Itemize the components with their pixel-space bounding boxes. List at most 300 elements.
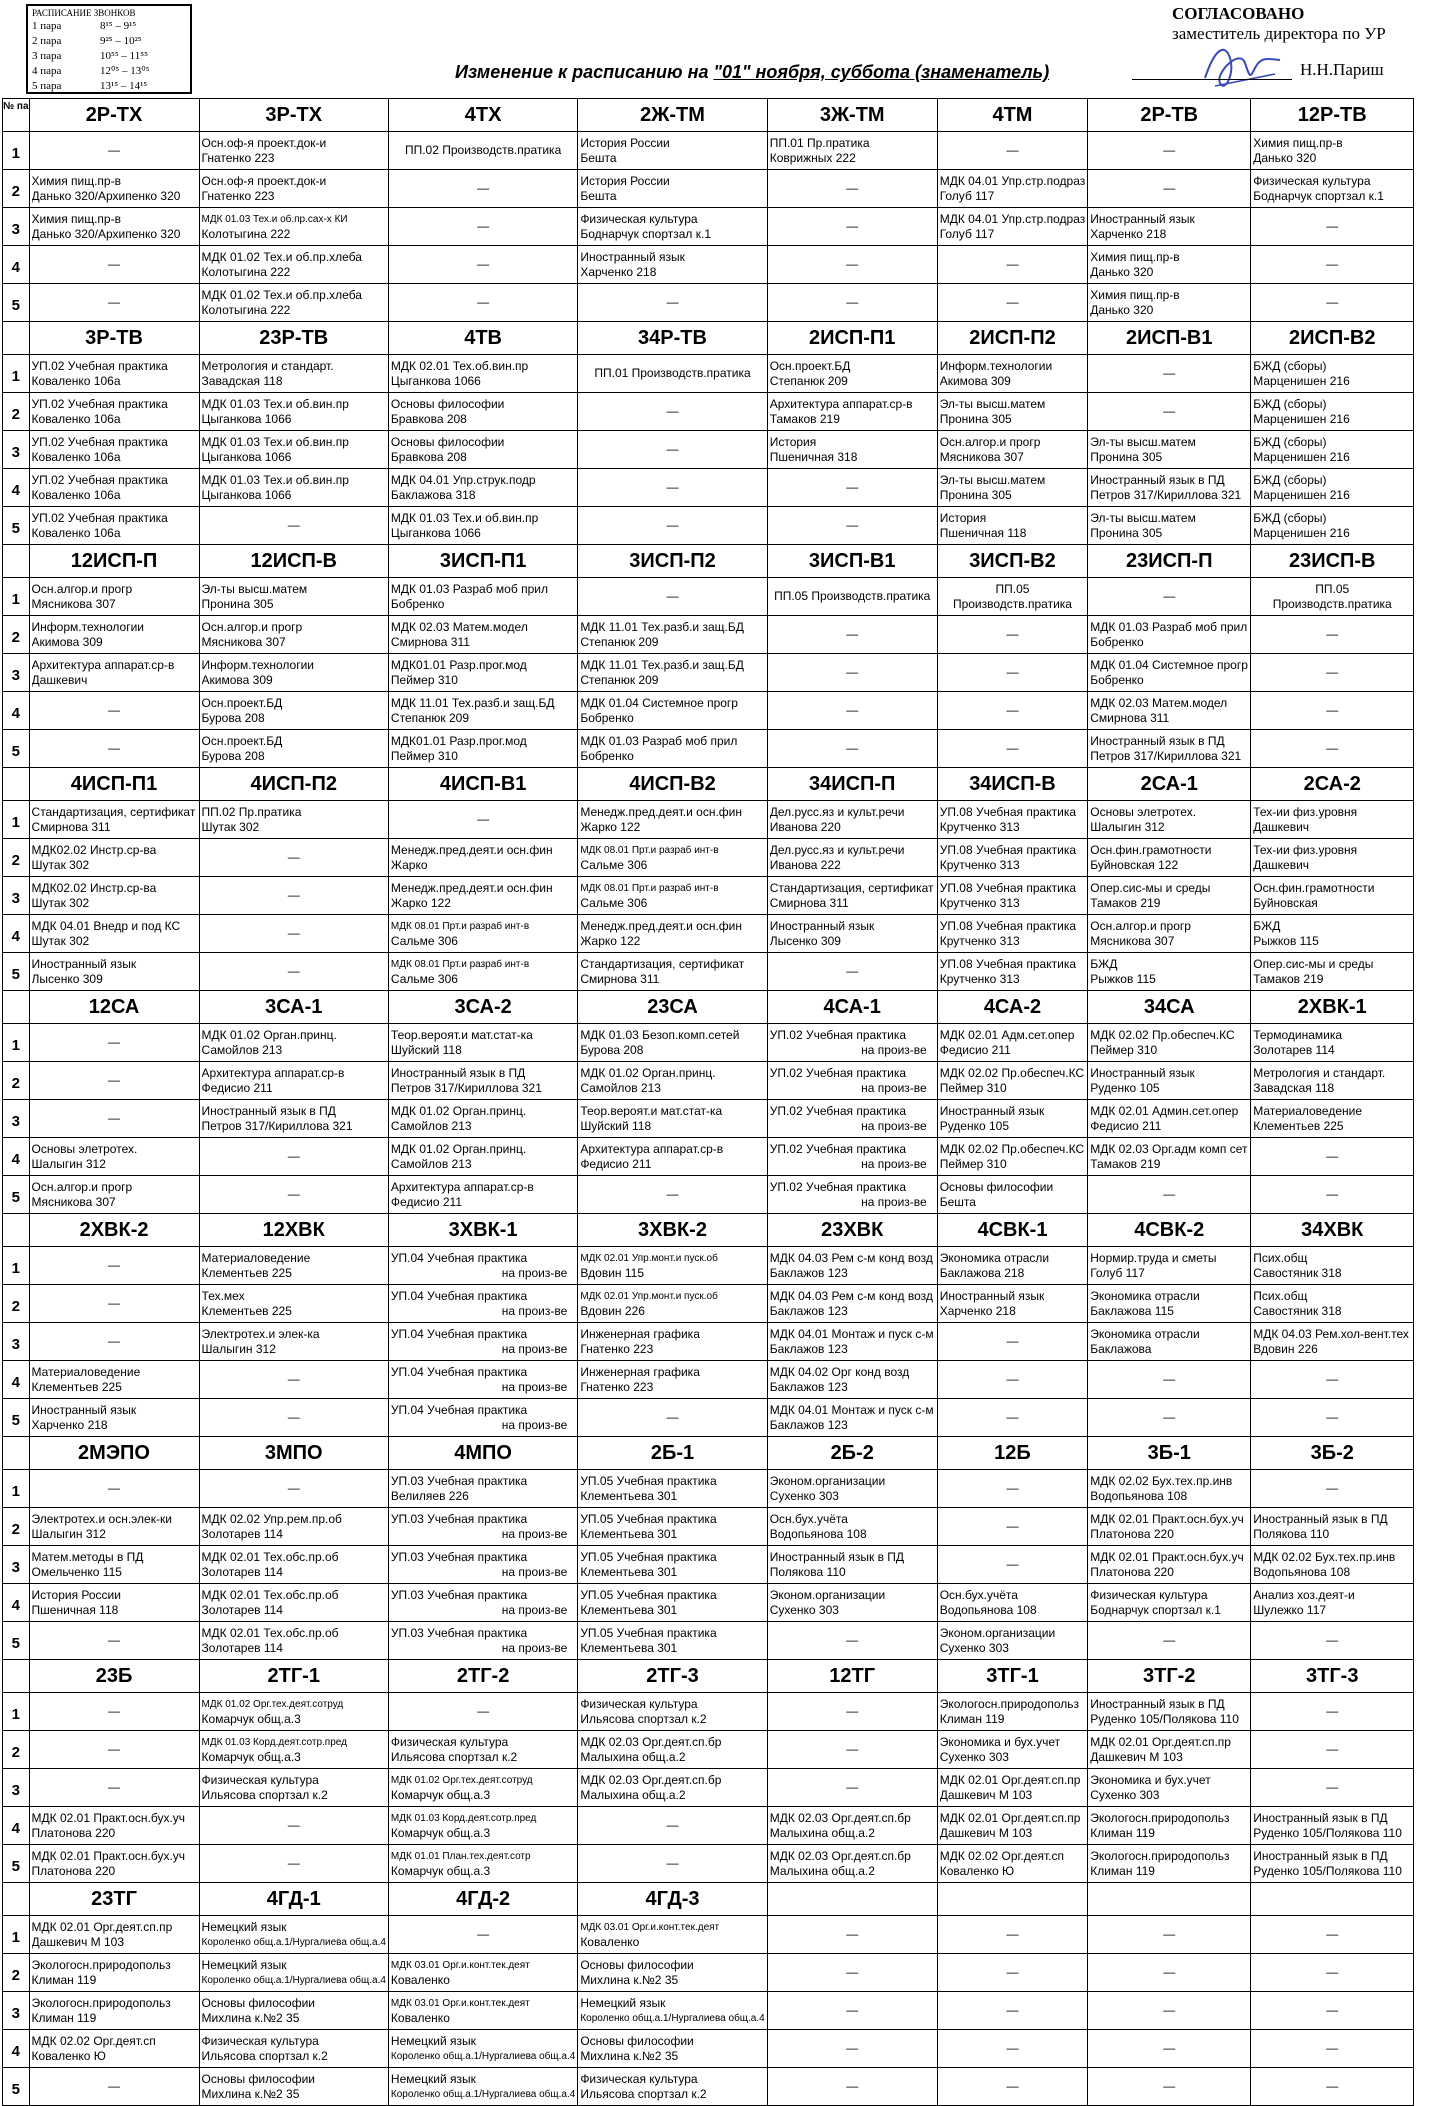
group-name [937,1883,1088,1916]
teacher-room: Бешта [580,150,617,165]
schedule-cell [937,1769,1088,1807]
empty-lesson: — [477,1704,490,1718]
schedule-cell [1088,1992,1251,2030]
schedule-cell [1088,1399,1251,1437]
subject-name: МДК 02.02 Пр.обеспеч.КС [939,1141,1085,1156]
teacher-room: Коваленко Ю [31,2048,106,2063]
teacher-room: Данько 320 [1090,264,1154,279]
schedule-cell [388,1584,577,1622]
empty-lesson: — [1326,219,1339,233]
schedule-cell [937,170,1088,208]
subject-name: Основы элетротех. [1090,804,1197,819]
schedule-cell [388,1470,577,1508]
schedule-cell [388,284,577,322]
subject-name: Анализ хоз.деят-и [1253,1587,1355,1602]
teacher-room: Акимова 309 [201,672,273,687]
teacher-room: Малыхина общ.а.2 [769,1863,875,1878]
schedule-date: "01" ноября, суббота (знаменатель) [713,62,1050,82]
lesson-number: 5 [3,1622,30,1660]
empty-lesson: — [1326,1633,1339,1647]
schedule-cell [1251,1916,1414,1954]
subject-name: Метрология и стандарт. [201,358,334,373]
schedule-cell [937,1399,1088,1437]
empty-lesson: — [477,812,490,826]
teacher-room: Климан 119 [939,1711,1005,1726]
schedule-cell [29,1916,199,1954]
group-name: 3ХВК-2 [578,1214,767,1247]
subject-name: Стандартизация, сертификат [31,804,196,819]
group-name: 12Р-ТВ [1251,99,1414,132]
empty-lesson: — [1163,366,1176,380]
schedule-cell [767,1845,937,1883]
schedule-cell [578,1361,767,1399]
schedule-cell [767,1622,937,1660]
empty-lesson: — [666,442,679,456]
subject-name: УП.08 Учебная практика [939,842,1077,857]
teacher-room: Данько 320/Архипенко 320 [31,226,181,241]
subject-name: Информ.технологии [939,358,1053,373]
schedule-cell [937,578,1088,616]
schedule-cell [199,393,388,431]
subject-name: Инженерная графика [580,1326,700,1341]
teacher-room: Коваленко [390,1972,450,1987]
empty-lesson: — [1006,143,1019,157]
schedule-cell [767,1176,937,1214]
subject-name: МДК 01.02 Орган.принц. [201,1027,337,1042]
subject-name: МДК 01.04 Системное прогр [580,695,738,710]
teacher-room: Пеймер 310 [390,672,458,687]
schedule-cell [29,1731,199,1769]
group-name: 23Р-ТВ [199,322,388,355]
schedule-cell [767,393,937,431]
subject-name: МДК 01.03 Корд.деят.сотр.пред [201,1736,347,1748]
empty-lesson: — [666,1856,679,1870]
subject-name: МДК 08.01 Прт.и разраб инт-в [580,882,719,894]
schedule-cell [199,1176,388,1214]
schedule-cell [199,877,388,915]
schedule-cell [937,1954,1088,1992]
schedule-cell [1088,507,1251,545]
teacher-room: Баклажов 123 [769,1379,848,1394]
empty-lesson: — [477,257,490,271]
lesson-row [3,1062,1414,1100]
lesson-row [3,355,1414,393]
group-name: 3СА-1 [199,991,388,1024]
teacher-room: Сухенко 303 [769,1488,839,1503]
schedule-cell [388,692,577,730]
subject-name: Физическая культура [1090,1587,1208,1602]
schedule-cell [1088,1176,1251,1214]
subject-name: УП.02 Учебная практика [769,1065,907,1080]
subject-name: ПП.05 Производств.пратика [774,589,931,603]
subject-name: Осн.алгор.и прогр [31,581,133,596]
schedule-cell [29,469,199,507]
group-name: 23ТГ [29,1883,199,1916]
schedule-cell [199,953,388,991]
teacher-room: Данько 320/Архипенко 320 [31,188,181,203]
teacher-room: Баклажова [1090,1341,1152,1356]
subject-name: МДК 11.01 Тех.разб.и защ.БД [580,657,744,672]
teacher-room: Данько 320 [1253,150,1317,165]
teacher-room: Велиляев 226 [390,1488,469,1503]
teacher-room: Данько 320 [1090,302,1154,317]
lesson-number: 5 [3,1176,30,1214]
schedule-cell [767,915,937,953]
subject-name: МДК 02.01 Упр.монт.и пуск.об [580,1290,718,1302]
teacher-room: на произ-ве [861,1194,927,1209]
schedule-cell [1088,1247,1251,1285]
schedule-cell [578,616,767,654]
empty-lesson: — [846,1633,859,1647]
subject-name: Основы философии [939,1179,1054,1194]
empty-lesson: — [1326,2003,1339,2017]
schedule-cell [937,469,1088,507]
schedule-cell [388,1285,577,1323]
subject-name: Эл-ты высш.матем [939,472,1046,487]
empty-lesson: — [1163,1927,1176,1941]
teacher-room: Колотыгина 222 [201,264,291,279]
subject-name: Тех-ии физ.уровня [1253,804,1358,819]
subject-name: МДК 02.02 Бух.тех.пр.инв [1253,1549,1396,1564]
schedule-cell [578,1508,767,1546]
lesson-number: 4 [3,1807,30,1845]
teacher-room: Климан 119 [1090,1825,1155,1840]
schedule-cell [29,132,199,170]
schedule-cell [578,1584,767,1622]
schedule-cell [937,2030,1088,2068]
lesson-number-header [3,1437,30,1470]
empty-lesson: — [1163,1633,1176,1647]
teacher-room: Боднарчук спортзал к.1 [1090,1602,1221,1617]
group-name: 2Б-2 [767,1437,937,1470]
empty-lesson: — [108,703,121,717]
empty-lesson: — [108,1296,121,1310]
teacher-room: Мясникова 307 [1090,933,1175,948]
schedule-cell [937,2068,1088,2106]
schedule-cell [1251,1399,1414,1437]
schedule-cell [1088,692,1251,730]
schedule-cell [767,877,937,915]
subject-name: Осн.алгор.и прогр [939,434,1041,449]
schedule-cell [767,1508,937,1546]
lesson-row [3,1807,1414,1845]
schedule-cell [767,1062,937,1100]
teacher-room: Шуйский 118 [580,1118,652,1133]
teacher-room: Самойлов 213 [390,1156,472,1171]
teacher-room: на произ-ве [501,1602,568,1617]
teacher-room: Бурова 208 [201,748,265,763]
subject-name: История России [580,173,670,188]
schedule-cell [388,355,577,393]
schedule-cell [1251,1508,1414,1546]
schedule-cell [388,2068,577,2106]
lesson-row [3,2068,1414,2106]
subject-name: МДК 02.01 Тех.обс.пр.об [201,1587,339,1602]
teacher-room: Марценишен 216 [1253,449,1350,464]
group-name: 4ГД-2 [388,1883,577,1916]
schedule-cell [1251,507,1414,545]
lesson-row [3,953,1414,991]
subject-name: Иностранный язык [31,1402,137,1417]
teacher-room: на произ-ве [501,1640,568,1655]
teacher-room: Пеймер 310 [939,1080,1007,1095]
schedule-cell [1251,1731,1414,1769]
schedule-cell [1088,2030,1251,2068]
teacher-room: Климан 119 [31,1972,97,1987]
teacher-room: Ильясова спортзал к.2 [390,1749,518,1764]
subject-name: Физическая культура [201,2033,319,2048]
schedule-cell [767,1100,937,1138]
subject-name: Термодинамика [1253,1027,1343,1042]
schedule-cell [578,1470,767,1508]
schedule-cell [29,170,199,208]
schedule-cell [767,1024,937,1062]
teacher-room: Жарко 122 [390,895,451,910]
subject-name: Материаловедение [1253,1103,1363,1118]
schedule-cell [29,2030,199,2068]
schedule-cell [1251,469,1414,507]
group-name: 3ИСП-В1 [767,545,937,578]
subject-name: МДК 01.03 Разраб моб прил [390,581,548,596]
subject-name: УП.04 Учебная практика [390,1326,528,1341]
subject-name: МДК 02.01 Практ.осн.бух.уч [31,1848,186,1863]
lesson-number: 1 [3,1024,30,1062]
group-name: 34Р-ТВ [578,322,767,355]
schedule-cell [1088,1024,1251,1062]
schedule-cell [1088,915,1251,953]
empty-lesson: — [666,1410,679,1424]
teacher-room: Золотарев 114 [1253,1042,1335,1057]
subject-name: ПП.01 Пр.пратика [769,135,870,150]
lesson-number: 2 [3,1285,30,1323]
teacher-room: Иванова 220 [769,819,841,834]
bell-row: 2 пара 9²⁵ – 10²⁵ [32,35,142,47]
schedule-cell [937,1247,1088,1285]
subject-name: Иностранный язык в ПД [1090,733,1225,748]
subject-name: Инженерная графика [580,1364,700,1379]
subject-name: МДК 01.03 Тех.и об.вин.пр [201,434,349,449]
empty-lesson: — [1163,1410,1176,1424]
schedule-cell [1088,1470,1251,1508]
lesson-number-header: № па [3,99,30,132]
empty-lesson: — [846,665,859,679]
group-name: 2СА-1 [1088,768,1251,801]
schedule-cell [937,1508,1088,1546]
group-name: 12ИСП-В [199,545,388,578]
teacher-room: Бешта [939,1194,976,1209]
subject-name: Менедж.пред.деят.и осн.фин [580,804,742,819]
teacher-room: Баклажова 218 [939,1265,1025,1280]
teacher-room: Шутак 302 [31,857,90,872]
schedule-cell [29,1247,199,1285]
schedule-cell [578,1247,767,1285]
teacher-room: Жарко 122 [580,819,641,834]
teacher-room: Комарчук общ.а.3 [390,1863,491,1878]
schedule-cell [29,1769,199,1807]
schedule-cell [578,801,767,839]
schedule-cell [199,507,388,545]
teacher-room: Сальме 306 [390,933,458,948]
teacher-room: Коваленко 106а [31,449,121,464]
group-name [1251,1883,1414,1916]
group-name: 23ИСП-В [1251,545,1414,578]
schedule-cell [388,393,577,431]
schedule-cell [767,1138,937,1176]
group-name: 34ИСП-П [767,768,937,801]
schedule-cell [578,507,767,545]
teacher-room: Гнатенко 223 [580,1341,654,1356]
lesson-row [3,1992,1414,2030]
schedule-cell [1251,1176,1414,1214]
teacher-room: Вдовин 115 [580,1265,645,1280]
schedule-cell [1088,1622,1251,1660]
schedule-cell [1251,1062,1414,1100]
teacher-room: Клементьев 225 [31,1379,122,1394]
schedule-cell [1251,654,1414,692]
teacher-room: Дашкевич [1253,857,1310,872]
schedule-cell [1088,616,1251,654]
schedule-cell [767,730,937,768]
schedule-cell [199,1807,388,1845]
empty-lesson: — [1326,1780,1339,1794]
schedule-cell [937,1622,1088,1660]
schedule-cell [29,1176,199,1214]
teacher-room: Петров 317/Кириллова 321 [201,1118,353,1133]
teacher-room: Тамаков 219 [1090,1156,1161,1171]
lesson-number: 3 [3,1992,30,2030]
subject-name: УП.04 Учебная практика [390,1288,528,1303]
subject-name: ПП.01 Производств.пратика [594,366,751,380]
subject-name: МДК 02.03 Орг.деят.сп.бр [769,1848,911,1863]
schedule-cell [1088,1361,1251,1399]
lesson-row [3,1247,1414,1285]
schedule-cell [767,1992,937,2030]
schedule-cell [199,469,388,507]
teacher-room: Смирнова 311 [1090,710,1170,725]
schedule-cell [199,1100,388,1138]
schedule-cell [1251,915,1414,953]
subject-name: УП.08 Учебная практика [939,956,1077,971]
empty-lesson: — [1006,2041,1019,2055]
schedule-cell [29,692,199,730]
lesson-row [3,2030,1414,2068]
teacher-room: Коваленко Ю [939,1863,1015,1878]
subject-name: БЖД (сборы) [1253,396,1327,411]
schedule-cell [578,839,767,877]
teacher-room: Тамаков 219 [1090,895,1161,910]
subject-name: МДК 01.02 Тех.и об.пр.хлеба [201,249,362,264]
subject-name: МДК 04.03 Рем с-м конд возд [769,1288,933,1303]
schedule-cell [29,246,199,284]
subject-name: МДК 02.02 Орг.деят.сп [31,2033,156,2048]
schedule-cell [1251,2068,1414,2106]
subject-name: Эконом.организации [939,1625,1056,1640]
teacher-room: Клементьев 225 [1253,1118,1344,1133]
teacher-room: Малыхина общ.а.2 [580,1787,686,1802]
subject-name: МДК 02.02 Пр.обеспеч.КС [1090,1027,1235,1042]
schedule-cell [388,1247,577,1285]
schedule-cell [29,1285,199,1323]
subject-name: МДК 01.03 Тех.и об.вин.пр [390,510,539,525]
subject-name: ПП.02 Пр.пратика [201,804,302,819]
schedule-cell [767,578,937,616]
schedule-cell [29,1622,199,1660]
teacher-room: Пронина 305 [939,411,1012,426]
teacher-room: Савостяник 318 [1253,1265,1342,1280]
subject-name: ПП.05 [1315,581,1350,596]
subject-name: Стандартизация, сертификат [580,956,745,971]
group-name [1088,1883,1251,1916]
teacher-room: Комарчук общ.а.3 [390,1825,491,1840]
subject-name: УП.04 Учебная практика [390,1364,528,1379]
schedule-cell [199,915,388,953]
schedule-cell [29,1062,199,1100]
schedule-cell [1088,1807,1251,1845]
subject-name: Материаловедение [201,1250,311,1265]
subject-name: Химия пищ.пр-в [1090,249,1180,264]
schedule-cell [29,1323,199,1361]
empty-lesson: — [846,1780,859,1794]
schedule-cell [199,801,388,839]
bell-schedule-title: РАСПИСАНИЕ ЗВОНКОВ [32,8,136,18]
empty-lesson: — [108,1334,121,1348]
group-header-row [3,1214,1414,1247]
teacher-room: Петров 317/Кириллова 321 [1090,748,1242,763]
subject-name: Экономика отрасли [1090,1326,1200,1341]
subject-name: Электротех.и элек-ка [201,1326,320,1341]
subject-name: МДК 02.01 Практ.осн.бух.уч [1090,1511,1244,1526]
teacher-room: Вдовин 226 [1253,1341,1318,1356]
teacher-room: Пеймер 310 [390,748,458,763]
subject-name: МДК 01.04 Системное прогр [1090,657,1248,672]
empty-lesson: — [846,295,859,309]
teacher-room: Полякова 110 [769,1564,846,1579]
teacher-room: Бурова 208 [580,1042,644,1057]
subject-name: Иностранный язык [1090,1065,1195,1080]
schedule-cell [1088,284,1251,322]
schedule-cell [937,132,1088,170]
empty-lesson: — [1006,1481,1019,1495]
lesson-row [3,1323,1414,1361]
subject-name: БЖД (сборы) [1253,358,1327,373]
group-header-row [3,1660,1414,1693]
schedule-cell [1251,1361,1414,1399]
schedule-cell [578,1769,767,1807]
lesson-number: 5 [3,730,30,768]
subject-name: Эл-ты высш.матем [1090,510,1196,525]
teacher-room: Степанюк 209 [390,710,470,725]
teacher-room: Шалыгин 312 [31,1526,106,1541]
empty-lesson: — [1163,404,1176,418]
schedule-cell [388,1731,577,1769]
schedule-cell [1088,1138,1251,1176]
lesson-number: 3 [3,431,30,469]
subject-name: МДК 02.01 Орг.деят.сп.пр [1090,1734,1231,1749]
empty-lesson: — [287,1149,300,1163]
schedule-cell [767,654,937,692]
schedule-cell [29,578,199,616]
schedule-cell [1088,208,1251,246]
group-name: 3Р-ТХ [199,99,388,132]
empty-lesson: — [846,219,859,233]
teacher-room: Пронина 305 [939,487,1012,502]
teacher-room: Водопьянова 108 [1253,1564,1351,1579]
schedule-cell [767,616,937,654]
schedule-cell [1088,578,1251,616]
schedule-cell [388,1916,577,1954]
empty-lesson: — [108,1704,121,1718]
schedule-cell [29,616,199,654]
